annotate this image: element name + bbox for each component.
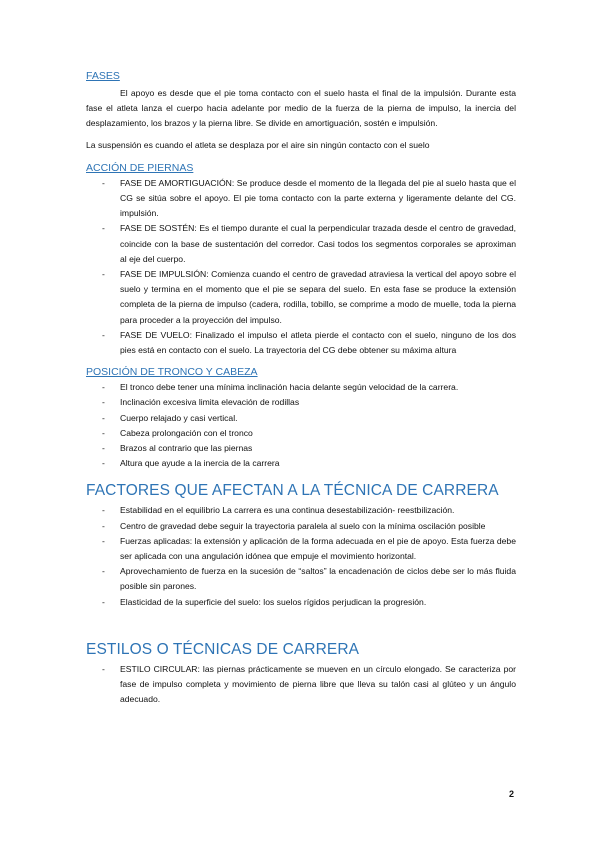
list-item bbox=[86, 267, 516, 328]
bullet-dash: - bbox=[102, 566, 105, 577]
estilos-heading: ESTILOS O TÉCNICAS DE CARRERA bbox=[86, 640, 360, 658]
list-item bbox=[86, 441, 516, 456]
list-item-text: Aprovechamiento de fuerza en la sucesión de “saltos” la encadenación de ciclos debe ser lo más fluida posible sin parones. bbox=[120, 566, 516, 592]
posicion-tronco-list bbox=[86, 380, 516, 471]
accion-piernas-list bbox=[86, 176, 516, 358]
list-item bbox=[86, 221, 516, 267]
list-item bbox=[86, 328, 516, 358]
fases-paragraph-1 bbox=[86, 86, 516, 132]
list-item bbox=[86, 426, 516, 441]
bullet-dash: - bbox=[102, 443, 105, 454]
bullet-dash: - bbox=[102, 382, 105, 393]
list-item-text: FASE DE IMPULSIÓN: Comienza cuando el centro de gravedad atraviesa la vertical del apoyo sobre el suelo y termina en el momento que el pie se separa del suelo. En esta fase se produce la extensión completa de la pierna de impulso (cadera, rodilla, tobillo, se comprime a modo de muelle, toda la pierna para proceder a la proyección del impulso. bbox=[120, 269, 516, 325]
list-item bbox=[86, 380, 516, 395]
list-item-text: FASE DE VUELO: Finalizado el impulso el atleta pierde el contacto con el suelo, ninguno de los dos pies está en contacto con el suelo. La trayectoria del CG debe obtener su máxima altura bbox=[120, 329, 516, 356]
bullet-dash: - bbox=[102, 427, 105, 438]
fases-heading: FASES bbox=[86, 70, 120, 82]
estilos-list bbox=[86, 662, 516, 708]
bullet-dash: - bbox=[102, 177, 105, 188]
list-item-text: ESTILO CIRCULAR: las piernas prácticamente se mueven en un círculo elongado. Se caracteriza por fase de impulso completa y movimiento de pierna libre que lleva su talón casi al glúteo y un ángulo adecuado. bbox=[120, 663, 516, 705]
list-item bbox=[86, 534, 516, 564]
list-item bbox=[86, 411, 516, 426]
list-item bbox=[86, 176, 516, 222]
list-item-text: Elasticidad de la superficie del suelo: los suelos rígidos perjudican la progresión. bbox=[120, 596, 427, 607]
bullet-dash: - bbox=[102, 663, 105, 674]
list-item-text: Fuerzas aplicadas: la extensión y aplicación de la forma adecuada en el pie de apoyo. Esta fuerza debe ser aplicada con una angulación idónea que empuje el movimiento horizontal. bbox=[120, 535, 516, 562]
list-item bbox=[86, 564, 516, 594]
list-item bbox=[86, 519, 516, 534]
list-item bbox=[86, 503, 516, 518]
list-item-text: Brazos al contrario que las piernas bbox=[120, 443, 253, 454]
factores-list bbox=[86, 503, 516, 609]
posicion-tronco-heading: POSICIÓN DE TRONCO Y CABEZA bbox=[86, 366, 258, 379]
list-item-text: Cabeza prolongación con el tronco bbox=[120, 427, 253, 438]
bullet-dash: - bbox=[102, 535, 105, 546]
bullet-dash: - bbox=[102, 520, 105, 531]
factores-heading: FACTORES QUE AFECTAN A LA TÉCNICA DE CARRERA bbox=[86, 482, 499, 500]
list-item bbox=[86, 456, 516, 471]
list-item bbox=[86, 395, 516, 410]
fases-paragraph-1-text: El apoyo es desde que el pie toma contacto con el suelo hasta el final de la impulsión. Durante esta fase el atleta lanza el cuerpo hacia adelante por medio de la fuerza de la pierna de impulso, la inercia del desplazamiento, los brazos y la pierna libre. Se divide en amortiguación, sostén e impulsión. bbox=[86, 88, 516, 129]
bullet-dash: - bbox=[102, 269, 105, 280]
bullet-dash: - bbox=[102, 505, 105, 516]
bullet-dash: - bbox=[102, 596, 105, 607]
list-item-text: FASE DE AMORTIGUACIÓN: Se produce desde el momento de la llegada del pie al suelo hasta que el CG se sitúa sobre el apoyo. El pie toma contacto con la parte externa y ligeramente delante del CG. impulsión. bbox=[120, 177, 516, 219]
bullet-dash: - bbox=[102, 223, 105, 234]
list-item-text: Inclinación excesiva limita elevación de rodillas bbox=[120, 397, 300, 408]
list-item-text: Estabilidad en el equilibrio La carrera es una continua desestabilización- reestbilización. bbox=[120, 505, 455, 516]
list-item-text: El tronco debe tener una mínima inclinación hacia delante según velocidad de la carrera. bbox=[120, 382, 459, 393]
list-item-text: Altura que ayude a la inercia de la carrera bbox=[120, 458, 280, 469]
page-content bbox=[86, 70, 516, 708]
list-item-text: Centro de gravedad debe seguir la trayectoria paralela al suelo con la mínima oscilación posible bbox=[120, 520, 486, 531]
list-item bbox=[86, 595, 516, 610]
bullet-dash: - bbox=[102, 329, 105, 340]
list-item bbox=[86, 662, 516, 708]
page-number: 2 bbox=[508, 789, 514, 799]
bullet-dash: - bbox=[102, 412, 105, 423]
bullet-dash: - bbox=[102, 458, 105, 469]
accion-piernas-heading: ACCIÓN DE PIERNAS bbox=[86, 161, 194, 174]
list-item-text: Cuerpo relajado y casi vertical. bbox=[120, 412, 238, 423]
list-item-text: FASE DE SOSTÉN: Es el tiempo durante el cual la perpendicular trazada desde el centro de gravedad, coincide con la base de sustentación del corredor. Casi todos los segmentos corporales se aproximan al eje del cuerpo. bbox=[120, 223, 516, 264]
bullet-dash: - bbox=[102, 397, 105, 408]
fases-paragraph-2: La suspensión es cuando el atleta se desplaza por el aire sin ningún contacto con el suelo bbox=[86, 139, 430, 150]
